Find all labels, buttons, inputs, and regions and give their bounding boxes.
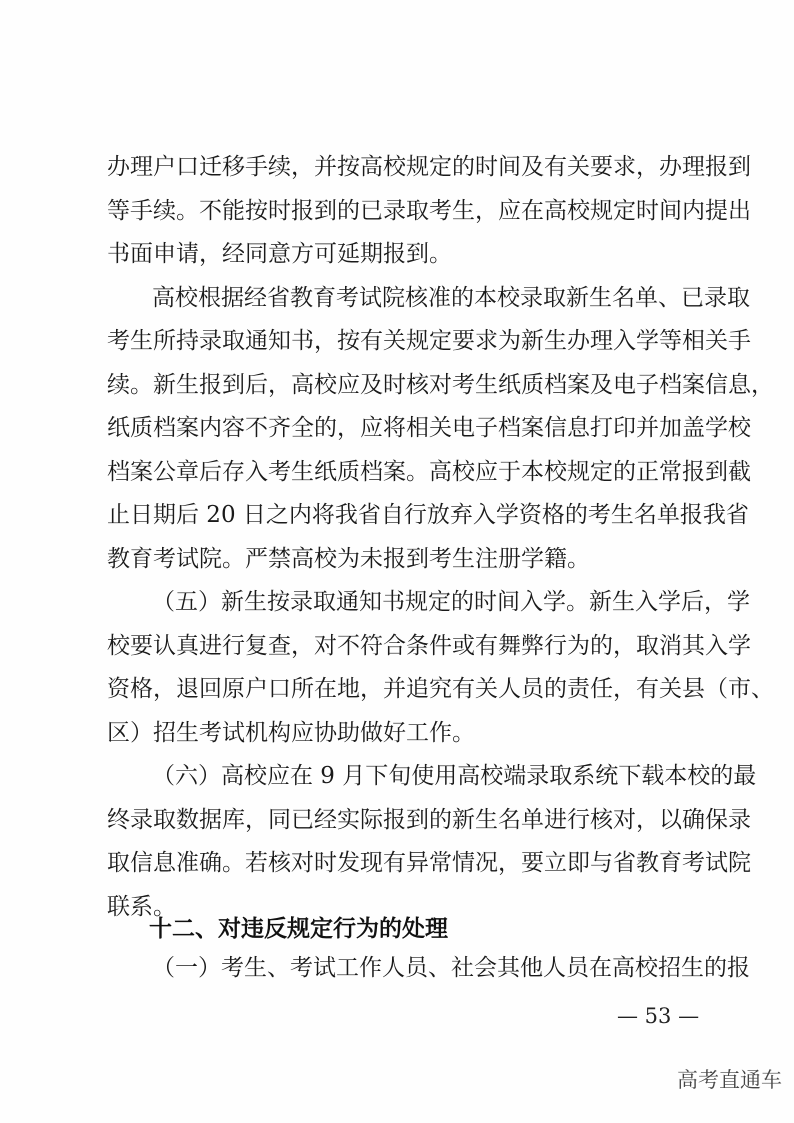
paragraph-4-line-2: 终录取数据库，同已经实际报到的新生名单进行核对，以确保录 (107, 807, 751, 833)
paragraph-2-line-2: 考生所持录取通知书，按有关规定要求为新生办理入学等相关手 (107, 328, 751, 354)
paragraph-2-line-7: 教育考试院。严禁高校为未报到考生注册学籍。 (107, 546, 590, 572)
paragraph-1-line-1: 办理户口迁移手续，并按高校规定的时间及有关要求，办理报到 (107, 154, 751, 180)
paragraph-4-line-1: （六）高校应在 9 月下旬使用高校端录取系统下载本校的最 (152, 763, 757, 789)
section-first-line: （一）考生、考试工作人员、社会其他人员在高校招生的报 (152, 955, 750, 981)
paragraph-3-line-1: （五）新生按录取通知书规定的时间入学。新生入学后，学 (152, 589, 750, 615)
paragraph-3-line-3: 资格，退回原户口所在地，并追究有关人员的责任，有关县（市、 (107, 676, 774, 702)
paragraph-4-line-3: 取信息准确。若核对时发现有异常情况，要立即与省教育考试院 (107, 850, 751, 876)
paragraph-2-line-1: 高校根据经省教育考试院核准的本校录取新生名单、已录取 (152, 285, 750, 311)
paragraph-3-line-2: 校要认真进行复查，对不符合条件或有舞弊行为的，取消其入学 (107, 633, 751, 659)
paragraph-1-line-3: 书面申请，经同意方可延期报到。 (107, 241, 452, 267)
paragraph-2-line-3: 续。新生报到后，高校应及时核对考生纸质档案及电子档案信息， (107, 372, 774, 398)
watermark-logo: 高考直通车 (677, 1068, 782, 1092)
paragraph-2-line-5: 档案公章后存入考生纸质档案。高校应于本校规定的正常报到截 (107, 459, 751, 485)
page-number: — 53 — (617, 1004, 700, 1028)
paragraph-1-line-2: 等手续。不能按时报到的已录取考生，应在高校规定时间内提出 (107, 198, 751, 224)
paragraph-4-line-4: 联系。 (107, 894, 176, 920)
paragraph-2-line-6: 止日期后 20 日之内将我省自行放弃入学资格的考生名单报我省 (107, 502, 749, 528)
paragraph-2-line-4: 纸质档案内容不齐全的，应将相关电子档案信息打印并加盖学校 (107, 415, 751, 441)
section-heading: 十二、对违反规定行为的处理 (149, 916, 448, 942)
paragraph-3-line-4: 区）招生考试机构应协助做好工作。 (107, 720, 475, 746)
